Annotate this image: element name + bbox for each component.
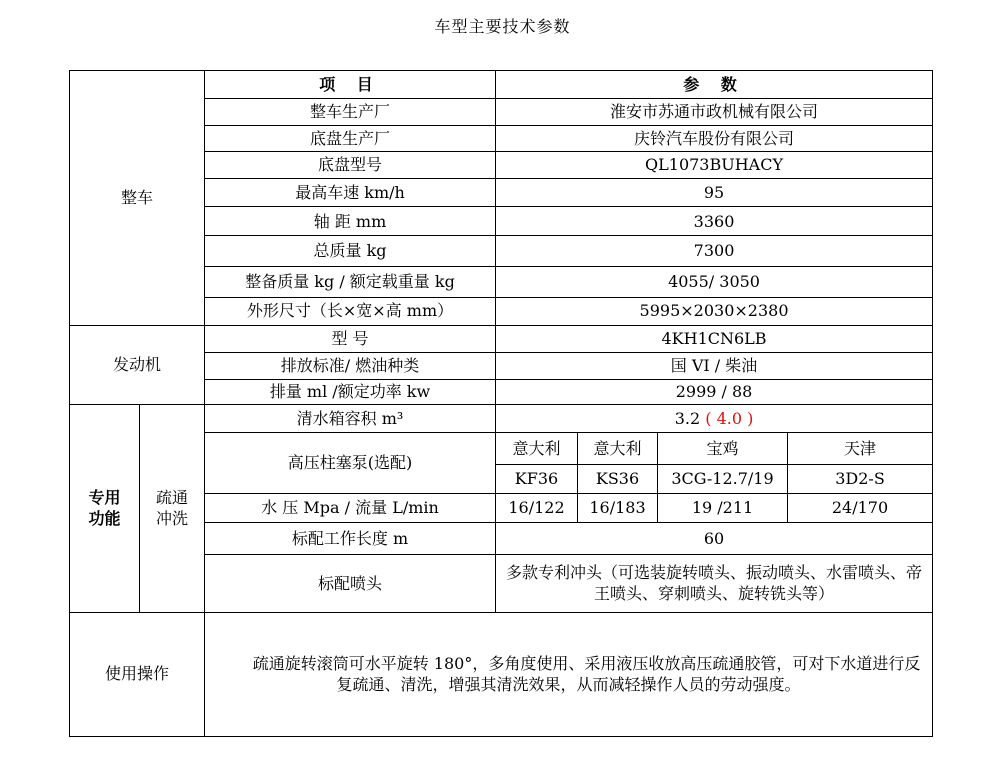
pump-brand: 宝鸡 bbox=[658, 433, 788, 465]
nozzle-value: 多款专利冲头（可选装旋转喷头、振动喷头、水雷喷头、帝王喷头、穿刺喷头、旋转铣头等） bbox=[496, 555, 933, 612]
pump-model: KF36 bbox=[496, 465, 578, 494]
row-value: 4055/ 3050 bbox=[496, 266, 933, 297]
group-special-line1: 专用 bbox=[88, 487, 121, 507]
row-value: 60 bbox=[496, 523, 933, 555]
tank-value-alt: ( 4.0 ) bbox=[705, 408, 754, 428]
subgroup-dredge bbox=[140, 404, 205, 612]
row-value: QL1073BUHACY bbox=[496, 152, 933, 179]
pump-brand: 意大利 bbox=[578, 433, 658, 465]
pump-brand: 意大利 bbox=[496, 433, 578, 465]
subgroup-line2: 冲洗 bbox=[156, 509, 189, 529]
group-engine: 发动机 bbox=[70, 325, 205, 404]
row-value: 淮安市苏通市政机械有限公司 bbox=[496, 99, 933, 126]
document-title: 车型主要技术参数 bbox=[434, 17, 571, 36]
usage-label: 使用操作 bbox=[70, 612, 205, 737]
row-label: 水 压 Mpa / 流量 L/min bbox=[205, 494, 496, 523]
table-row bbox=[70, 325, 933, 352]
row-value: 庆铃汽车股份有限公司 bbox=[496, 126, 933, 152]
pump-spec: 16/183 bbox=[578, 494, 658, 523]
pump-model: KS36 bbox=[578, 465, 658, 494]
row-label: 轴 距 mm bbox=[205, 207, 496, 236]
spec-table bbox=[69, 70, 933, 737]
pump-brand: 天津 bbox=[788, 433, 933, 465]
row-value: 95 bbox=[496, 179, 933, 207]
usage-text: 疏通旋转滚筒可水平旋转 180°，多角度使用、采用液压收放高压疏通胶管，可对下水道进行反复疏通、清洗，增强其清洗效果，从而减轻操作人员的劳动强度。 bbox=[252, 653, 921, 695]
tank-value-main: 3.2 bbox=[674, 408, 701, 428]
table-row bbox=[70, 404, 933, 432]
row-value: 国 VI / 柴油 bbox=[496, 352, 933, 379]
row-label: 整备质量 kg / 额定载重量 kg bbox=[205, 266, 496, 297]
row-label: 标配工作长度 m bbox=[205, 523, 496, 555]
row-label: 底盘型号 bbox=[205, 152, 496, 179]
usage-cell bbox=[205, 612, 933, 737]
row-label: 整车生产厂 bbox=[205, 99, 496, 126]
group-special bbox=[70, 404, 140, 612]
pump-spec: 24/170 bbox=[788, 494, 933, 523]
row-label: 排放标准/ 燃油种类 bbox=[205, 352, 496, 379]
group-vehicle: 整车 bbox=[70, 71, 205, 326]
subgroup-line1: 疏通 bbox=[156, 487, 189, 507]
header-param: 参 数 bbox=[496, 71, 933, 99]
header-item: 项 目 bbox=[205, 71, 496, 99]
tank-value bbox=[496, 404, 933, 432]
row-value: 3360 bbox=[496, 207, 933, 236]
row-label: 标配喷头 bbox=[205, 555, 496, 612]
row-value: 4KH1CN6LB bbox=[496, 325, 933, 352]
table-header-row bbox=[70, 71, 933, 99]
group-special-line2: 功能 bbox=[88, 509, 121, 529]
row-label: 最高车速 km/h bbox=[205, 179, 496, 207]
row-value: 7300 bbox=[496, 236, 933, 266]
table-row bbox=[70, 612, 933, 737]
pump-spec: 19 /211 bbox=[658, 494, 788, 523]
row-label: 底盘生产厂 bbox=[205, 126, 496, 152]
row-label: 外形尺寸（长×宽×高 mm） bbox=[205, 297, 496, 325]
row-label: 排量 ml /额定功率 kw bbox=[205, 379, 496, 404]
row-value: 2999 / 88 bbox=[496, 379, 933, 404]
row-label: 型 号 bbox=[205, 325, 496, 352]
row-label: 高压柱塞泵(选配) bbox=[205, 433, 496, 494]
pump-model: 3CG-12.7/19 bbox=[658, 465, 788, 494]
row-value: 5995×2030×2380 bbox=[496, 297, 933, 325]
row-label: 总质量 kg bbox=[205, 236, 496, 266]
pump-spec: 16/122 bbox=[496, 494, 578, 523]
row-label: 清水箱容积 m³ bbox=[205, 404, 496, 432]
pump-model: 3D2-S bbox=[788, 465, 933, 494]
